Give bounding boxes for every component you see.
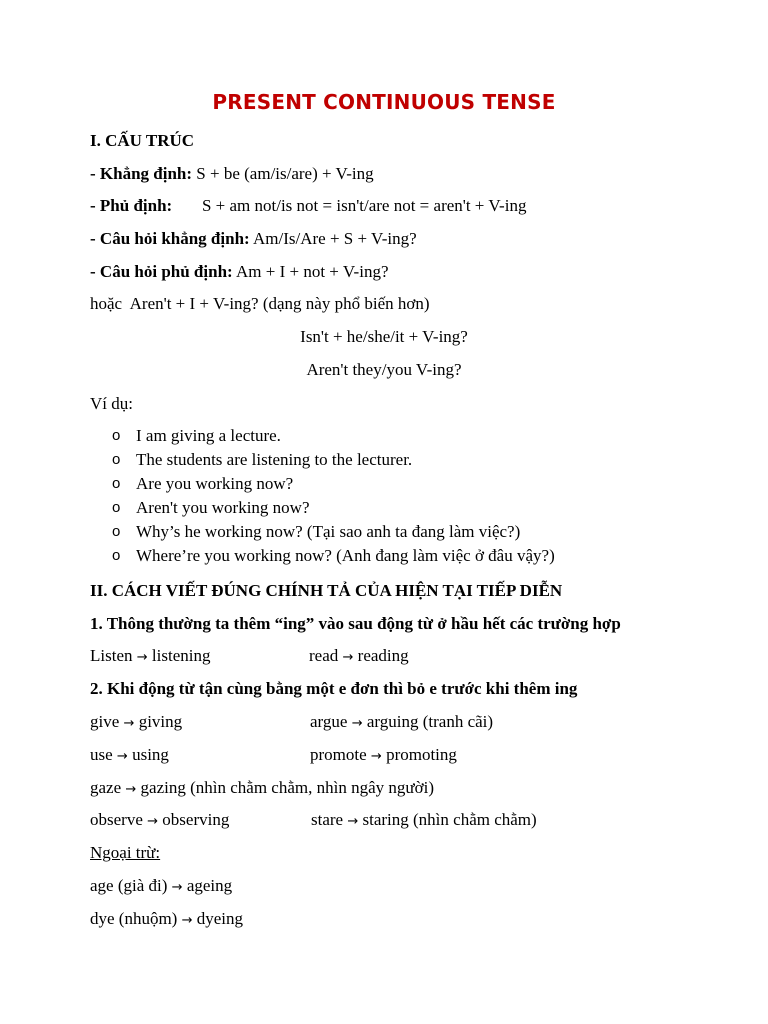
arrow-icon: → [136, 650, 148, 665]
negative-question-formula: Am + I + not + V-ing? [232, 262, 389, 281]
verb-ing: listening [151, 646, 211, 665]
rule-1-text: 1. Thông thường ta thêm “ing” vào sau động từ ở hầu hết các trường hợp [90, 614, 621, 633]
affirmative-structure [90, 163, 374, 185]
list-item [112, 448, 555, 472]
verb-ing: using [132, 745, 169, 764]
example-text: I am giving a lecture. [136, 426, 281, 445]
question-structure [90, 228, 417, 250]
verb-base: use [90, 745, 113, 764]
negative-structure [90, 195, 526, 217]
example-text: Where’re you working now? (Anh đang làm việc ở đâu vậy?) [136, 546, 555, 565]
list-item [112, 544, 555, 568]
arrow-icon: → [342, 650, 354, 665]
rule-2-row-right [310, 711, 493, 735]
verb-base: give [90, 712, 120, 731]
verb-base: stare [311, 810, 344, 829]
rule-2-row-left [90, 777, 434, 801]
examples-list [112, 424, 555, 568]
alternative-form-he-she-it: Isn't + he/she/it + V-ing? [300, 327, 468, 346]
arrow-icon: → [116, 749, 128, 764]
verb-base: gaze [90, 778, 122, 797]
list-item [112, 424, 555, 448]
verb-ing: arguing (tranh cãi) [366, 712, 494, 731]
rule-1-example-right [309, 645, 409, 669]
rule-2-text: 2. Khi động từ tận cùng bằng một e đơn thì bỏ e trước khi thêm ing [90, 679, 578, 698]
arrow-icon: → [125, 782, 137, 797]
verb-ing: staring (nhìn chằm chằm) [362, 810, 537, 829]
arrow-icon: → [123, 716, 135, 731]
bullet-marker: o [112, 523, 121, 540]
verb-ing: promoting [386, 745, 457, 764]
section-1-heading: I. CẤU TRÚC [90, 131, 195, 150]
affirmative-formula: S + be (am/is/are) + V-ing [192, 164, 374, 183]
question-formula: Am/Is/Are + S + V-ing? [249, 229, 417, 248]
arrow-icon: → [147, 814, 159, 829]
verb-base: dye (nhuộm) [90, 909, 178, 928]
bullet-marker: o [112, 475, 121, 492]
bullet-marker: o [112, 547, 121, 564]
verb-base: promote [310, 745, 367, 764]
bullet-marker: o [112, 499, 121, 516]
verb-ing: giving [138, 712, 183, 731]
exceptions-label: Ngoại trừ: [90, 843, 161, 862]
list-item [112, 496, 555, 520]
verb-base: age (già đi) [90, 876, 168, 895]
verb-base: argue [310, 712, 348, 731]
page-title: PRESENT CONTINUOUS TENSE [212, 90, 556, 114]
exception-row [90, 908, 243, 932]
alternative-form-line: hoặc Aren't + I + V-ing? (dạng này phổ biến hơn) [90, 294, 430, 313]
affirmative-label: - Khẳng định: [90, 164, 193, 183]
rule-2-row-right [310, 744, 457, 768]
verb-ing: reading [357, 646, 409, 665]
negative-label: - Phủ định: [90, 196, 173, 215]
arrow-icon: → [351, 716, 363, 731]
arrow-icon: → [171, 880, 183, 895]
example-text: Aren't you working now? [136, 498, 310, 517]
verb-ing: observing [162, 810, 230, 829]
example-text: Are you working now? [136, 474, 294, 493]
verb-base: observe [90, 810, 143, 829]
verb-ing: gazing (nhìn chằm chằm, nhìn ngây người) [140, 778, 434, 797]
arrow-icon: → [370, 749, 382, 764]
negative-question-structure [90, 261, 389, 283]
alternative-form-they-you: Aren't they/you V-ing? [306, 360, 462, 379]
bullet-marker: o [112, 451, 121, 468]
verb-ing: ageing [186, 876, 233, 895]
exception-row [90, 875, 232, 899]
bullet-marker: o [112, 427, 121, 444]
section-2-heading: II. CÁCH VIẾT ĐÚNG CHÍNH TẢ CỦA HIỆN TẠI TIẾP DIỄN [90, 581, 563, 600]
rule-2-row-left [90, 744, 169, 768]
rule-2-row-right [311, 809, 537, 833]
rule-1-example-left [90, 645, 210, 669]
example-text: The students are listening to the lecturer. [136, 450, 413, 469]
verb-base: Listen [90, 646, 133, 665]
list-item [112, 520, 555, 544]
example-text: Why’s he working now? (Tại sao anh ta đang làm việc?) [136, 522, 521, 541]
negative-formula: S + am not/is not = isn't/are not = aren't + V-ing [172, 196, 527, 215]
list-item [112, 472, 555, 496]
negative-question-label: - Câu hỏi phủ định: [90, 262, 233, 281]
examples-label: Ví dụ: [90, 394, 133, 413]
verb-ing: dyeing [196, 909, 244, 928]
question-label: - Câu hỏi khẳng định: [90, 229, 250, 248]
arrow-icon: → [181, 913, 193, 928]
rule-2-row-left [90, 809, 229, 833]
verb-base: read [309, 646, 339, 665]
arrow-icon: → [347, 814, 359, 829]
rule-2-row-left [90, 711, 182, 735]
